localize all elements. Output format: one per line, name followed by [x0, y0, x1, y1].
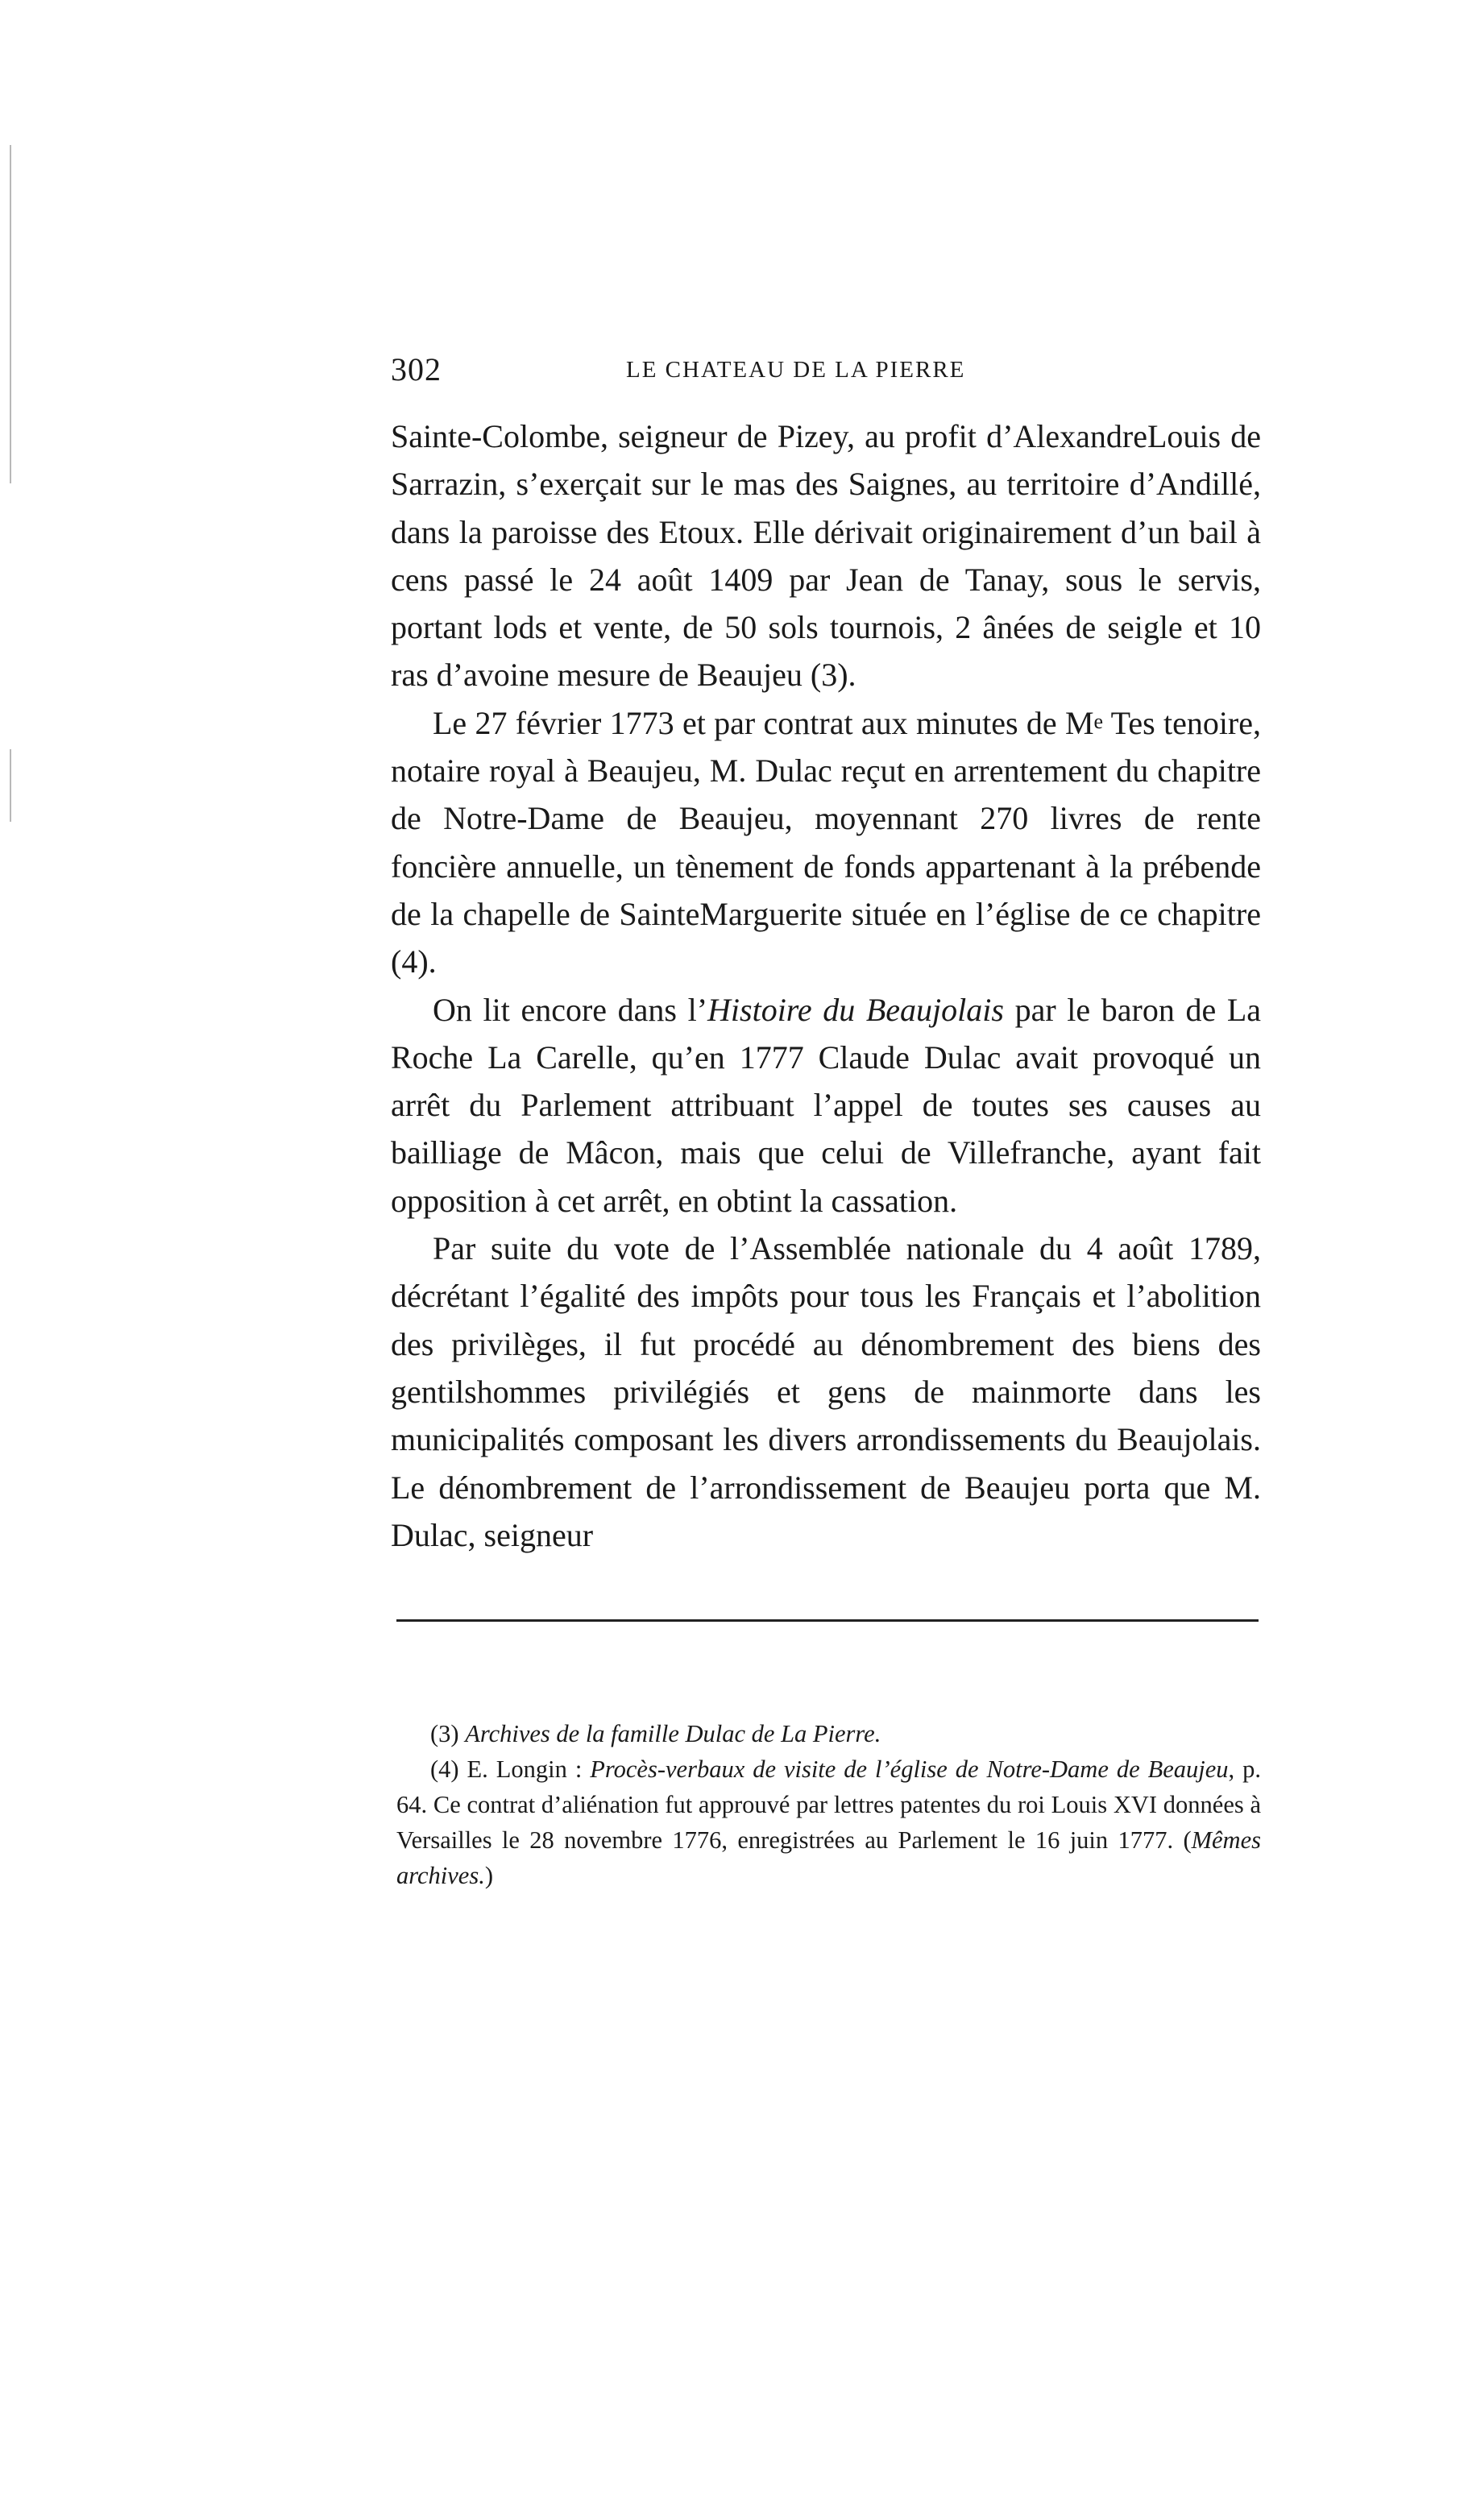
footnote-source: Archives de la famille Dulac de La Pierre.	[465, 1720, 881, 1747]
scan-margin-mark	[10, 749, 11, 822]
text-line: Louis de Sarrazin, s’exerçait sur le mas des Saignes, au	[391, 418, 1261, 503]
footnote-3	[396, 1716, 1261, 1751]
footnote-marker: (3)	[430, 1720, 466, 1747]
footnotes	[396, 1716, 1261, 1893]
text-line: cassation.	[823, 1182, 958, 1219]
text-line: et l’abolition des privilèges, il fut procédé au dénombre	[391, 1278, 1262, 1362]
text-line: ment des biens des gentilshommes privilégiés et gens de	[391, 1325, 1261, 1410]
text-line: sols tournois, 2 ânées de seigle et 10 ras d’avoine mesure	[391, 609, 1261, 694]
text-run: par le baron	[1003, 991, 1175, 1028]
text-line: mainmorte dans les municipalités composant les divers	[391, 1373, 1261, 1458]
text-line: Marguerite située en l’église de ce chapitre (4).	[391, 895, 1261, 980]
text-line: franche, ayant fait opposition à cet arrêt, en obtint la	[391, 1134, 1262, 1219]
text-line: Jean de Tanay, sous le servis, portant lods et vente, de 50	[391, 561, 1261, 646]
paragraph-continuation	[391, 412, 1261, 699]
text-line: Sainte-Colombe, seigneur de Pizey, au profit d’Alexandre	[391, 418, 1147, 454]
footnote-marker: (4) E. Longin :	[430, 1755, 591, 1783]
text-line: de La Roche La Carelle, qu’en 1777 Claude Dulac avait	[391, 991, 1262, 1076]
footnote-text: , p. 64. Ce contrat d’aliénation fut approuvé par lettres patentes du roi Louis XVI données à Versailles le 28 novembre 1776, enregistrées au Parlement le 16 juin 1777. (	[396, 1755, 1261, 1854]
paragraph-contract	[391, 699, 1261, 986]
footnote-source: Mêmes archives.	[396, 1826, 1261, 1889]
text-line: territoire d’Andillé, dans la paroisse des Etoux. Elle dérivait	[391, 466, 1261, 550]
superscript: e	[1093, 709, 1104, 733]
text-line: de Beaujeu (3).	[650, 657, 856, 694]
text-line: tenoire, notaire royal à Beaujeu, M. Dulac reçut en arren	[391, 704, 1262, 790]
text-line: arrondissements du Beaujolais. Le dénombrement de l’ar	[391, 1421, 1261, 1506]
text-line: nant 270 livres de rente foncière annuelle, un tènement	[391, 800, 1261, 885]
text-line: 1789, décrétant l’égalité des impôts pour tous les Français	[391, 1230, 1262, 1315]
text-run: On lit encore dans l’	[433, 991, 708, 1028]
running-title: LE CHATEAU DE LA PIERRE	[626, 357, 966, 383]
page-number: 302	[391, 351, 442, 388]
footnote-4	[396, 1751, 1261, 1893]
footnote-rule	[396, 1619, 1259, 1622]
book-title: Histoire du Beaujolais	[707, 991, 1004, 1028]
paragraph-assemblee	[391, 1225, 1261, 1559]
text-line: Par suite du vote de l’Assemblée nationale du 4 août	[433, 1230, 1174, 1267]
text-run: Le 27 février 1773 et par contrat aux minutes de M	[433, 704, 1094, 741]
page-header	[391, 350, 1261, 399]
body-text	[391, 412, 1261, 1559]
text-line: provoqué un arrêt du Parlement attribuant l’appel de toutes	[391, 1038, 1261, 1124]
text-line: de fonds appartenant à la prébende de la chapelle de Sainte	[391, 848, 1261, 932]
text-run: Tes	[1103, 704, 1155, 741]
footnote-text: )	[484, 1862, 493, 1889]
text-line: ses causes au bailliage de Mâcon, mais que celui de Ville	[391, 1087, 1261, 1171]
text-line: rondissement de Beaujeu porta que M. Dulac, seigneur	[391, 1469, 1261, 1553]
text-line: originairement d’un bail à cens passé le 24 août 1409 par	[391, 513, 1261, 598]
paragraph-histoire	[391, 986, 1261, 1225]
scan-margin-mark	[10, 145, 11, 483]
footnote-source: Procès-verbaux de visite de l’église de Notre-Dame de Beaujeu	[590, 1755, 1229, 1783]
text-line: tement du chapitre de Notre-Dame de Beaujeu, moyen	[391, 752, 1261, 837]
